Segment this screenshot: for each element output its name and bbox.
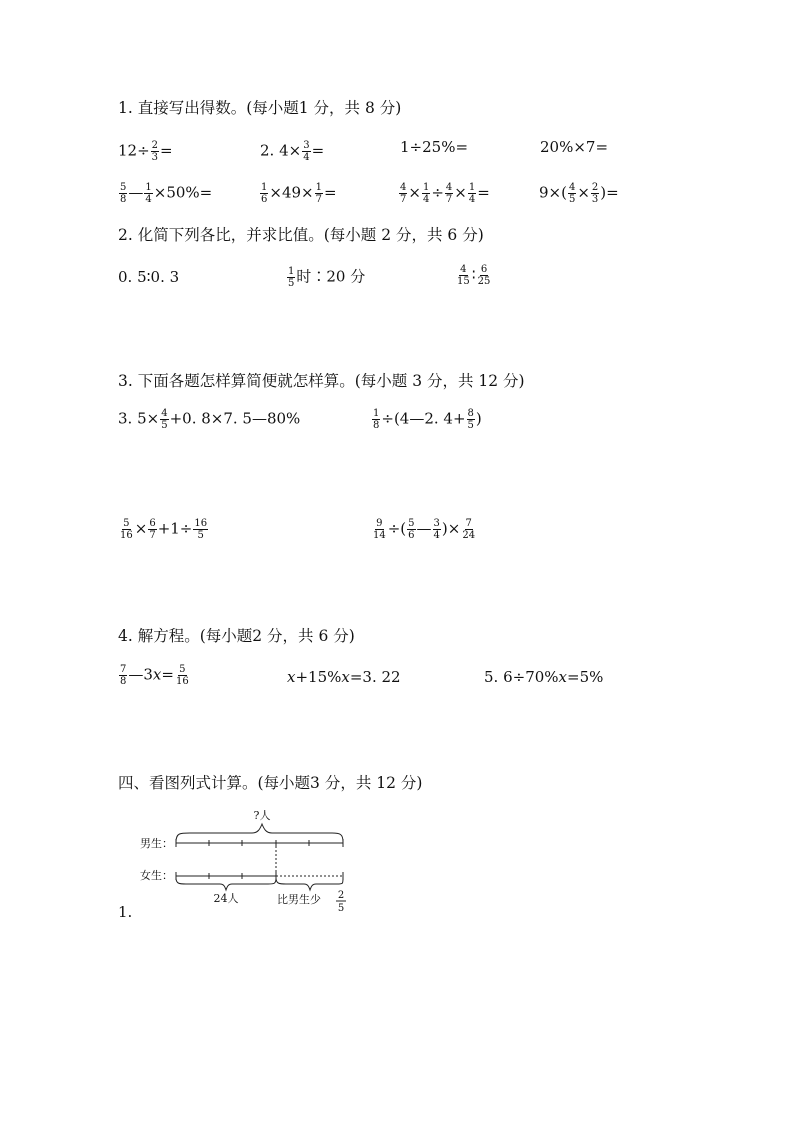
total-brace	[176, 824, 343, 842]
section4-heading: 4. 解方程。(每小题2 分，共 6 分)	[118, 627, 355, 645]
total-label: ?人	[253, 809, 271, 822]
s4-eq1: $\frac{7}{8}$ —3x= $\frac{5}{16}$	[120, 664, 189, 687]
part4-question-number: 1.	[118, 903, 133, 921]
section2-heading: 2. 化简下列各比，并求比值。(每小题 2 分，共 6 分)	[118, 226, 484, 244]
s3-q1: 3. 5× $\frac{4}{5}$ +0. 8×7. 5—80%	[118, 408, 301, 431]
part4-heading: 四、看图列式计算。(每小题3 分，共 12 分)	[118, 774, 423, 792]
s3-q4: $\frac{9}{14}$ ÷( $\frac{5}{6}$ — $\frac{3}{4}$ )× $\frac{7}{24}$	[373, 518, 476, 541]
s1-q2: 2. 4× $\frac{3}{4}$ =	[260, 140, 325, 163]
s1-q7: $\frac{4}{7}$ × $\frac{1}{4}$ ÷ $\frac{4}{7}$ × $\frac{1}{4}$ =	[400, 182, 490, 205]
s2-q1: 0. 5∶0. 3	[118, 268, 180, 286]
s2-q3: $\frac{4}{15}$ ∶ $\frac{6}{25}$	[457, 264, 491, 287]
less-numerator: 2	[337, 890, 345, 901]
s1-q1: 12÷ $\frac{2}{3}$ =	[118, 140, 173, 163]
s4-eq3: 5. 6÷70%x=5%	[484, 668, 604, 686]
girls-brace	[176, 878, 276, 890]
section3-heading: 3. 下面各题怎样算简便就怎样算。(每小题 3 分，共 12 分)	[118, 372, 525, 390]
girls-known-label: 24人	[213, 892, 239, 905]
fraction: $\frac{3}{4}$	[303, 140, 310, 163]
s1-q8: 9×( $\frac{4}{5}$ × $\frac{2}{3}$ )=	[539, 182, 619, 205]
less-brace	[276, 878, 343, 890]
s3-q2: $\frac{1}{8}$ ÷(4—2. 4+ $\frac{8}{5}$ )	[373, 408, 482, 431]
section1-heading: 1. 直接写出得数。(每小题1 分，共 8 分)	[118, 99, 402, 117]
s3-q3: $\frac{5}{16}$ × $\frac{6}{7}$ +1÷ $\frac{16}{5}$	[120, 518, 208, 541]
boys-label: 男生：	[140, 837, 173, 850]
s1-q3: 1÷25%=	[400, 138, 469, 156]
s2-q2: $\frac{1}{5}$ 时∶20 分	[288, 266, 366, 289]
s1-q6: $\frac{1}{6}$ ×49× $\frac{1}{7}$ =	[261, 182, 337, 205]
s1-q4: 20%×7=	[540, 138, 609, 156]
girls-label: 女生：	[140, 869, 173, 882]
fraction: $\frac{2}{3}$	[151, 140, 159, 163]
s4-eq2: x+15%x=3. 22	[287, 668, 401, 686]
less-denominator: 5	[337, 903, 345, 914]
less-label: 比男生少	[277, 893, 321, 906]
s1-q5: $\frac{5}{8}$ — $\frac{1}{4}$ ×50%=	[120, 182, 213, 205]
